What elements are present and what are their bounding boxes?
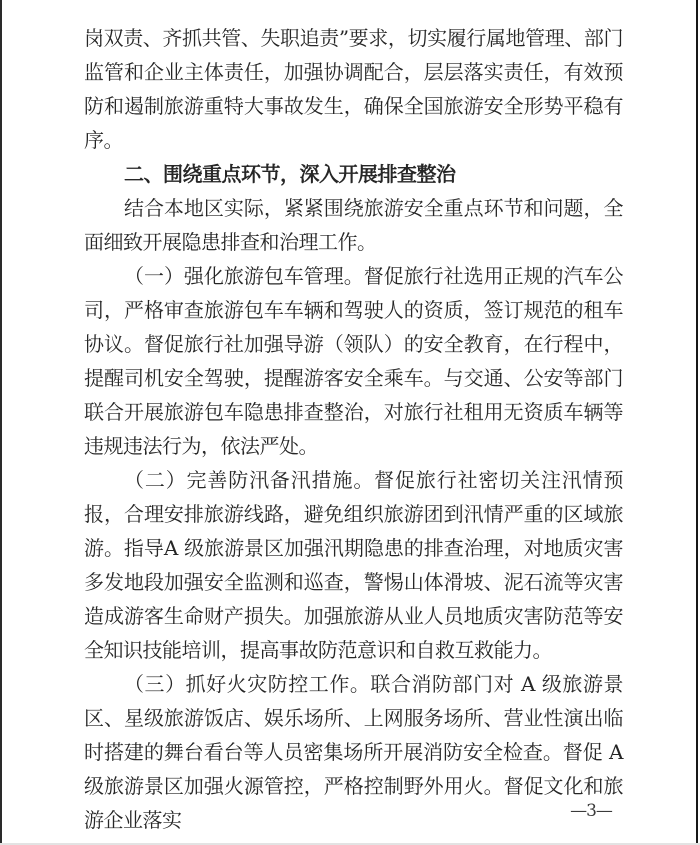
- page-number: —3—: [570, 801, 612, 821]
- intro-paragraph: 结合本地区实际，紧紧围绕旅游安全重点环节和问题，全面细致开展隐患排查和治理工作。: [84, 196, 623, 254]
- item-paragraph-1: （一）强化旅游包车管理。督促旅行社选用正规的汽车公司，严格审查旅游包车车辆和驾驶人的资质，签订规范的租车协议。督促旅行社加强导游（领队）的安全教育，在行程中，提醒司机安全驾驶，提醒游客安全乘车。与交通、公安等部门联合开展旅游包车隐患排查整治，对旅行社租用无资质车辆等违规违法行为，依法严处。: [84, 264, 623, 458]
- scan-edge-right: [696, 0, 698, 845]
- document-body: [84, 21, 623, 837]
- continuation-paragraph: 岗双责、齐抓共管、失职追责”要求，切实履行属地管理、部门监管和企业主体责任，加强协调配合，层层落实责任，有效预防和遏制旅游重特大事故发生，确保全国旅游安全形势平稳有序。: [84, 26, 623, 152]
- section-heading: 二、围绕重点环节，深入开展排查整治: [124, 162, 456, 186]
- scan-edge-left: [0, 0, 2, 845]
- item-paragraph-2: （二）完善防汛备汛措施。督促旅行社密切关注汛情预报，合理安排旅游线路，避免组织旅游团到汛情严重的区域旅游。指导A 级旅游景区加强汛期隐患的排查治理，对地质灾害多发地段加强安全监测和巡查，警惕山体滑坡、泥石流等灾害造成游客生命财产损失。加强旅游从业人员地质灾害防范等安全知识技能培训，提高事故防范意识和自救互救能力。: [84, 468, 623, 662]
- item-paragraph-3: （三）抓好火灾防控工作。联合消防部门对 A 级旅游景区、星级旅游饭店、娱乐场所、上网服务场所、营业性演出临时搭建的舞台看台等人员密集场所开展消防安全检查。督促 A 级旅游景区加强火源管控，严格控制野外用火。督促文化和旅游企业落实: [84, 672, 623, 832]
